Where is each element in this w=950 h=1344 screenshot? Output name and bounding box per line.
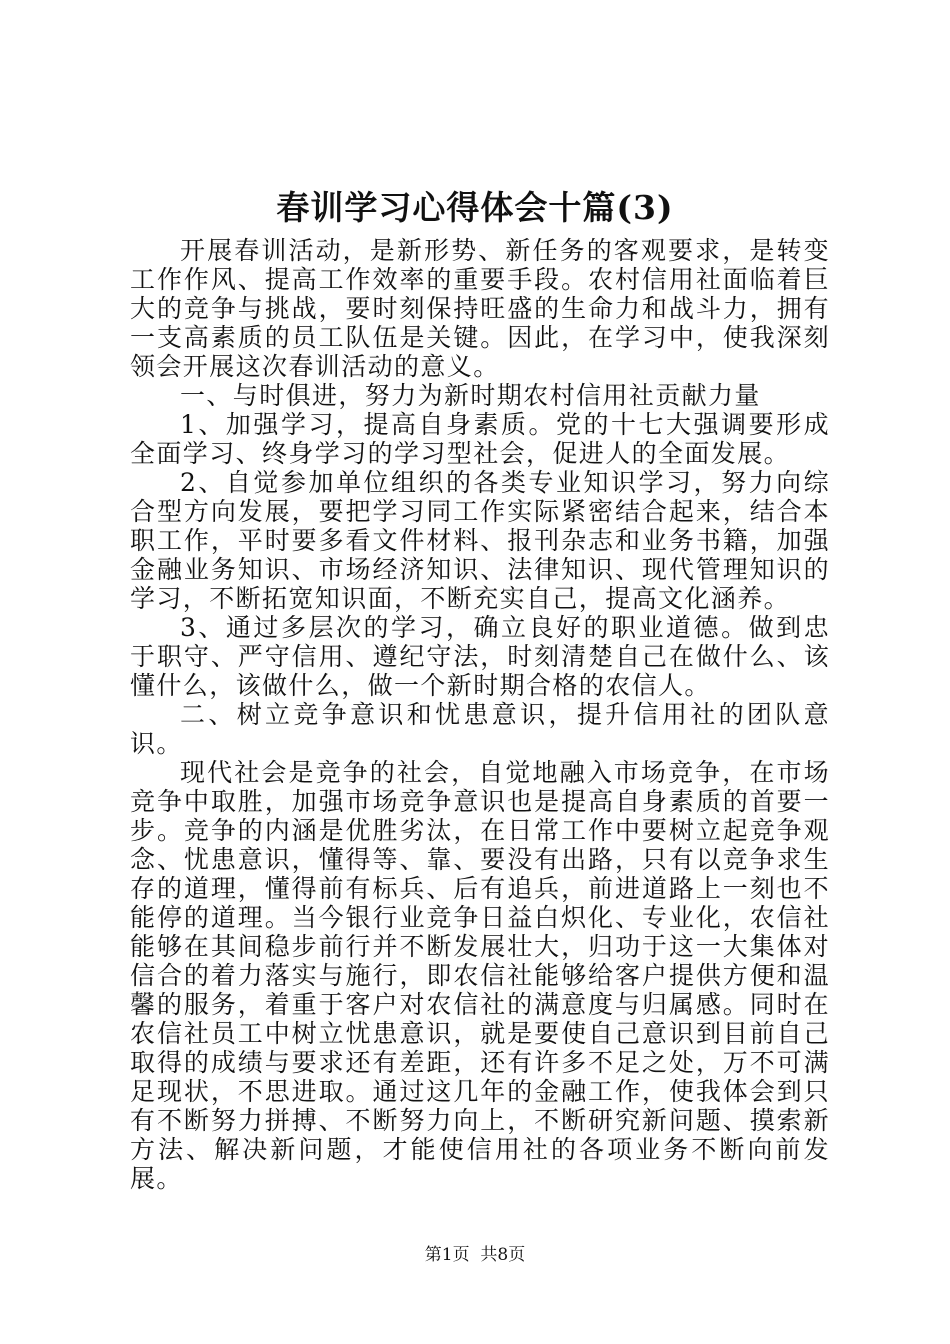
page-number-footer: 第1页 共8页 — [424, 1245, 526, 1265]
section-heading-2: 二、树立竞争意识和忧患意识，提升信用社的团队意识。 — [130, 700, 830, 758]
paragraph-competition: 现代社会是竞争的社会，自觉地融入市场竞争，在市场竞争中取胜，加强市场竞争意识也是提高自身素质的首要一步。竞争的内涵是优胜劣汰，在日常工作中要树立起竞争观念、忧患意识，懂得等、靠、要没有出路，只有以竞争求生存的道理，懂得前有标兵、后有追兵，前进道路上一刻也不能停的道理。当今银行业竞争日益白炽化、专业化，农信社能够在其间稳步前行并不断发展壮大，归功于这一大集体对信合的着力落实与施行，即农信社能够给客户提供方便和温馨的服务，着重于客户对农信社的满意度与归属感。同时在农信社员工中树立忧患意识，就是要使自己意识到目前自己取得的成绩与要求还有差距，还有许多不足之处，万不可满足现状，不思进取。通过这几年的金融工作，使我体会到只有不断努力拼搏、不断努力向上，不断研究新问题、摸索新方法、解决新问题，才能使信用社的各项业务不断向前发展。 — [130, 758, 830, 1193]
paragraph-point-1: 1、加强学习，提高自身素质。党的十七大强调要形成全面学习、终身学习的学习型社会，促进人的全面发展。 — [130, 410, 830, 468]
paragraph-intro: 开展春训活动，是新形势、新任务的客观要求，是转变工作作风、提高工作效率的重要手段。农村信用社面临着巨大的竞争与挑战，要时刻保持旺盛的生命力和战斗力，拥有一支高素质的员工队伍是关键。因此，在学习中，使我深刻领会开展这次春训活动的意义。 — [130, 236, 830, 381]
document-body — [130, 236, 830, 1193]
section-heading-1: 一、与时俱进，努力为新时期农村信用社贡献力量 — [180, 381, 761, 410]
paragraph-point-2: 2、自觉参加单位组织的各类专业知识学习，努力向综合型方向发展，要把学习同工作实际紧密结合起来，结合本职工作，平时要多看文件材料、报刊杂志和业务书籍，加强金融业务知识、市场经济知识、法律知识、现代管理知识的学习，不断拓宽知识面，不断充实自己，提高文化涵养。 — [130, 468, 830, 613]
document-title: 春训学习心得体会十篇(3) — [276, 188, 674, 227]
paragraph-point-3: 3、通过多层次的学习，确立良好的职业道德。做到忠于职守、严守信用、遵纪守法，时刻清楚自己在做什么、该懂什么，该做什么，做一个新时期合格的农信人。 — [130, 613, 830, 700]
